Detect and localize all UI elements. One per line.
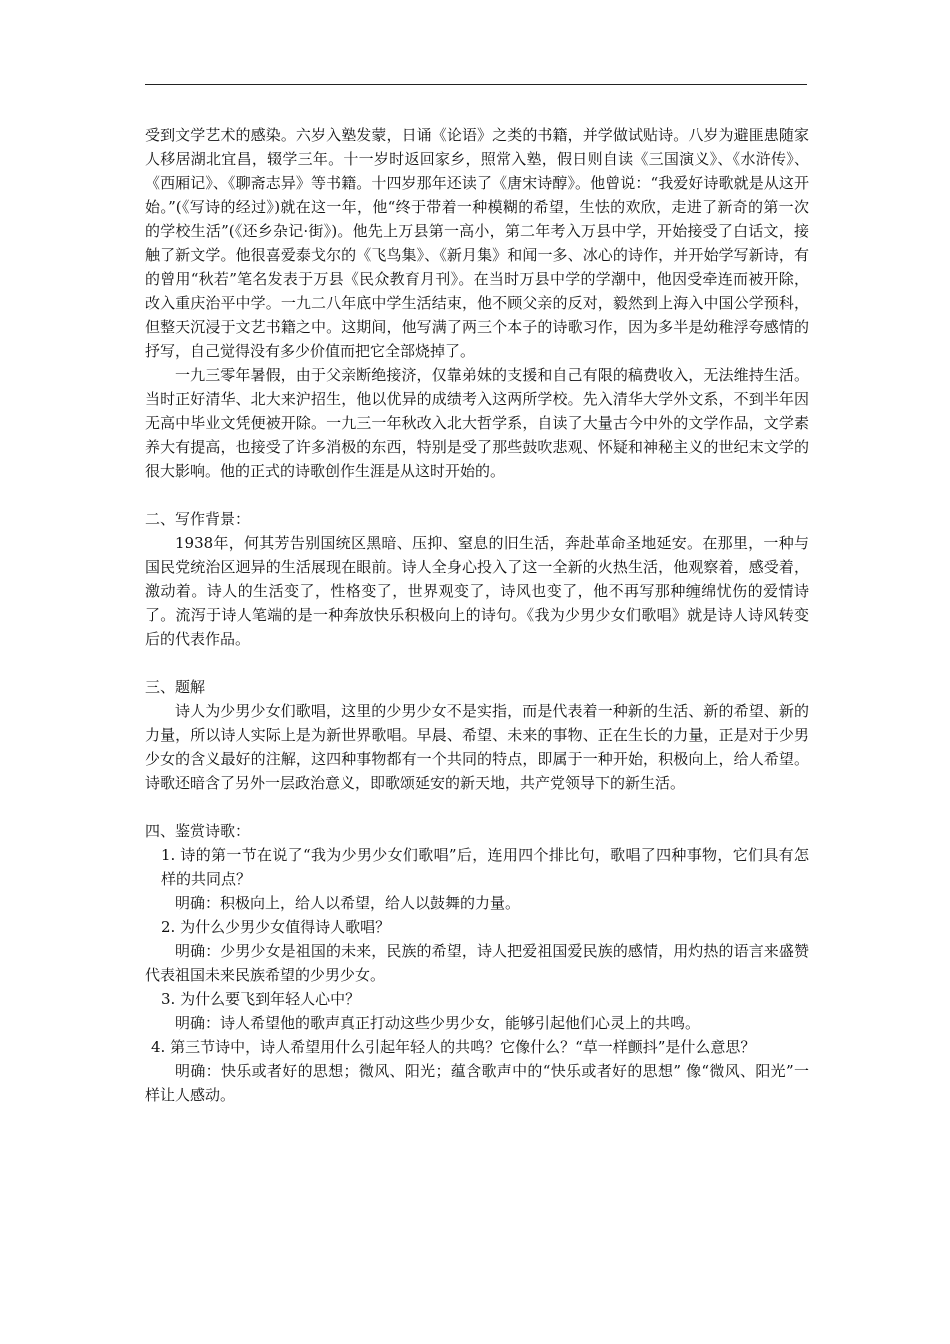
intro-paragraph-1: 受到文学艺术的感染。六岁入塾发蒙，日诵《论语》之类的书籍，并学做试贴诗。八岁为避匪患随家人移居湖北宜昌，辍学三年。十一岁时返回家乡，照常入塾，假日则自读《三国演义》、《水浒传》、《西厢记》、《聊斋志异》等书籍。十四岁那年还读了《唐宋诗醇》。他曾说：“我爱好诗歌就是从这开始。”(《写诗的经过》)就在这一年，他“终于带着一种模糊的希望，生怯的欢欣，走进了新奇的第一次的学校生活”(《还乡杂记·街》)。他先上万县第一高小，第二年考入万县中学，开始接受了白话文，接触了新文学。他很喜爱泰戈尔的《飞鸟集》、《新月集》和闻一多、冰心的诗作，并开始学写新诗，有的曾用“秋若”笔名发表于万县《民众教育月刊》。在当时万县中学的学潮中，他因受牵连而被开除，改入重庆治平中学。一九二八年底中学生活结束，他不顾父亲的反对，毅然到上海入中国公学预科，但整天沉浸于文艺书籍之中。这期间，他写满了两三个本子的诗歌习作，因为多半是幼稚浮夸感情的抒写，自己觉得没有多少价值而把它全部烧掉了。 <box>145 126 809 360</box>
section-heading-background: 二、写作背景： <box>145 510 251 528</box>
section-body-title-explanation: 诗人为少男少女们歌唱，这里的少男少女不是实指，而是代表着一种新的生活、新的希望、新的力量，所以诗人实际上是为新世界歌唱。早晨、希望、未来的事物、正在生长的力量，正是对于少男少女的含义最好的注解，这四种事物都有一个共同的特点，即属于一种开始，积极向上，给人希望。诗歌还暗含了另外一层政治意义，即歌颂延安的新天地，共产党领导下的新生活。 <box>145 702 809 792</box>
section-heading-appreciation: 四、鉴赏诗歌： <box>145 822 251 840</box>
document-body <box>145 123 809 1107</box>
header-rule <box>145 84 807 85</box>
answer-3: 明确：诗人希望他的歌声真正打动这些少男少女，能够引起他们心灵上的共鸣。 <box>175 1014 701 1032</box>
section-body-background: 1938年，何其芳告别国统区黑暗、压抑、窒息的旧生活，奔赴革命圣地延安。在那里，一种与国民党统治区迥异的生活展现在眼前。诗人全身心投入了这一全新的火热生活，他观察着，感受着，激动着。诗人的生活变了，性格变了，世界观变了，诗风也变了，他不再写那种缠绵忧伤的爱情诗了。流泻于诗人笔端的是一种奔放快乐积极向上的诗句。《我为少男少女们歌唱》就是诗人诗风转变后的代表作品。 <box>145 534 809 648</box>
answer-4: 明确：快乐或者好的思想；微风、阳光；蕴含歌声中的“快乐或者好的思想” 像“微风、阳光”一样让人感动。 <box>145 1062 809 1104</box>
question-2: 2. 为什么少男少女值得诗人歌唱？ <box>161 918 391 936</box>
answer-1: 明确：积极向上，给人以希望，给人以鼓舞的力量。 <box>175 894 521 912</box>
section-heading-title-explanation: 三、题解 <box>145 678 206 696</box>
answer-2: 明确：少男少女是祖国的未来，民族的希望，诗人把爱祖国爱民族的感情，用灼热的语言来盛赞代表祖国未来民族希望的少男少女。 <box>145 942 809 984</box>
intro-paragraph-2: 一九三零年暑假，由于父亲断绝接济，仅靠弟妹的支援和自己有限的稿费收入，无法维持生活。当时正好清华、北大来沪招生，他以优异的成绩考入这两所学校。先入清华大学外文系，不到半年因无高中毕业文凭便被开除。一九三一年秋改入北大哲学系，自读了大量古今中外的文学作品，文学素养大有提高，也接受了许多消极的东西，特别是受了那些鼓吹悲观、怀疑和神秘主义的世纪末文学的很大影响。他的正式的诗歌创作生涯是从这时开始的。 <box>145 366 809 480</box>
question-3: 3. 为什么要飞到年轻人心中？ <box>161 990 361 1008</box>
question-1: 1. 诗的第一节在说了“我为少男少女们歌唱”后，连用四个排比句，歌唱了四种事物，它们具有怎样的共同点？ <box>161 846 809 888</box>
question-4: 4. 第三节诗中，诗人希望用什么引起年轻人的共鸣？它像什么？“草一样颤抖”是什么意思？ <box>151 1038 756 1056</box>
